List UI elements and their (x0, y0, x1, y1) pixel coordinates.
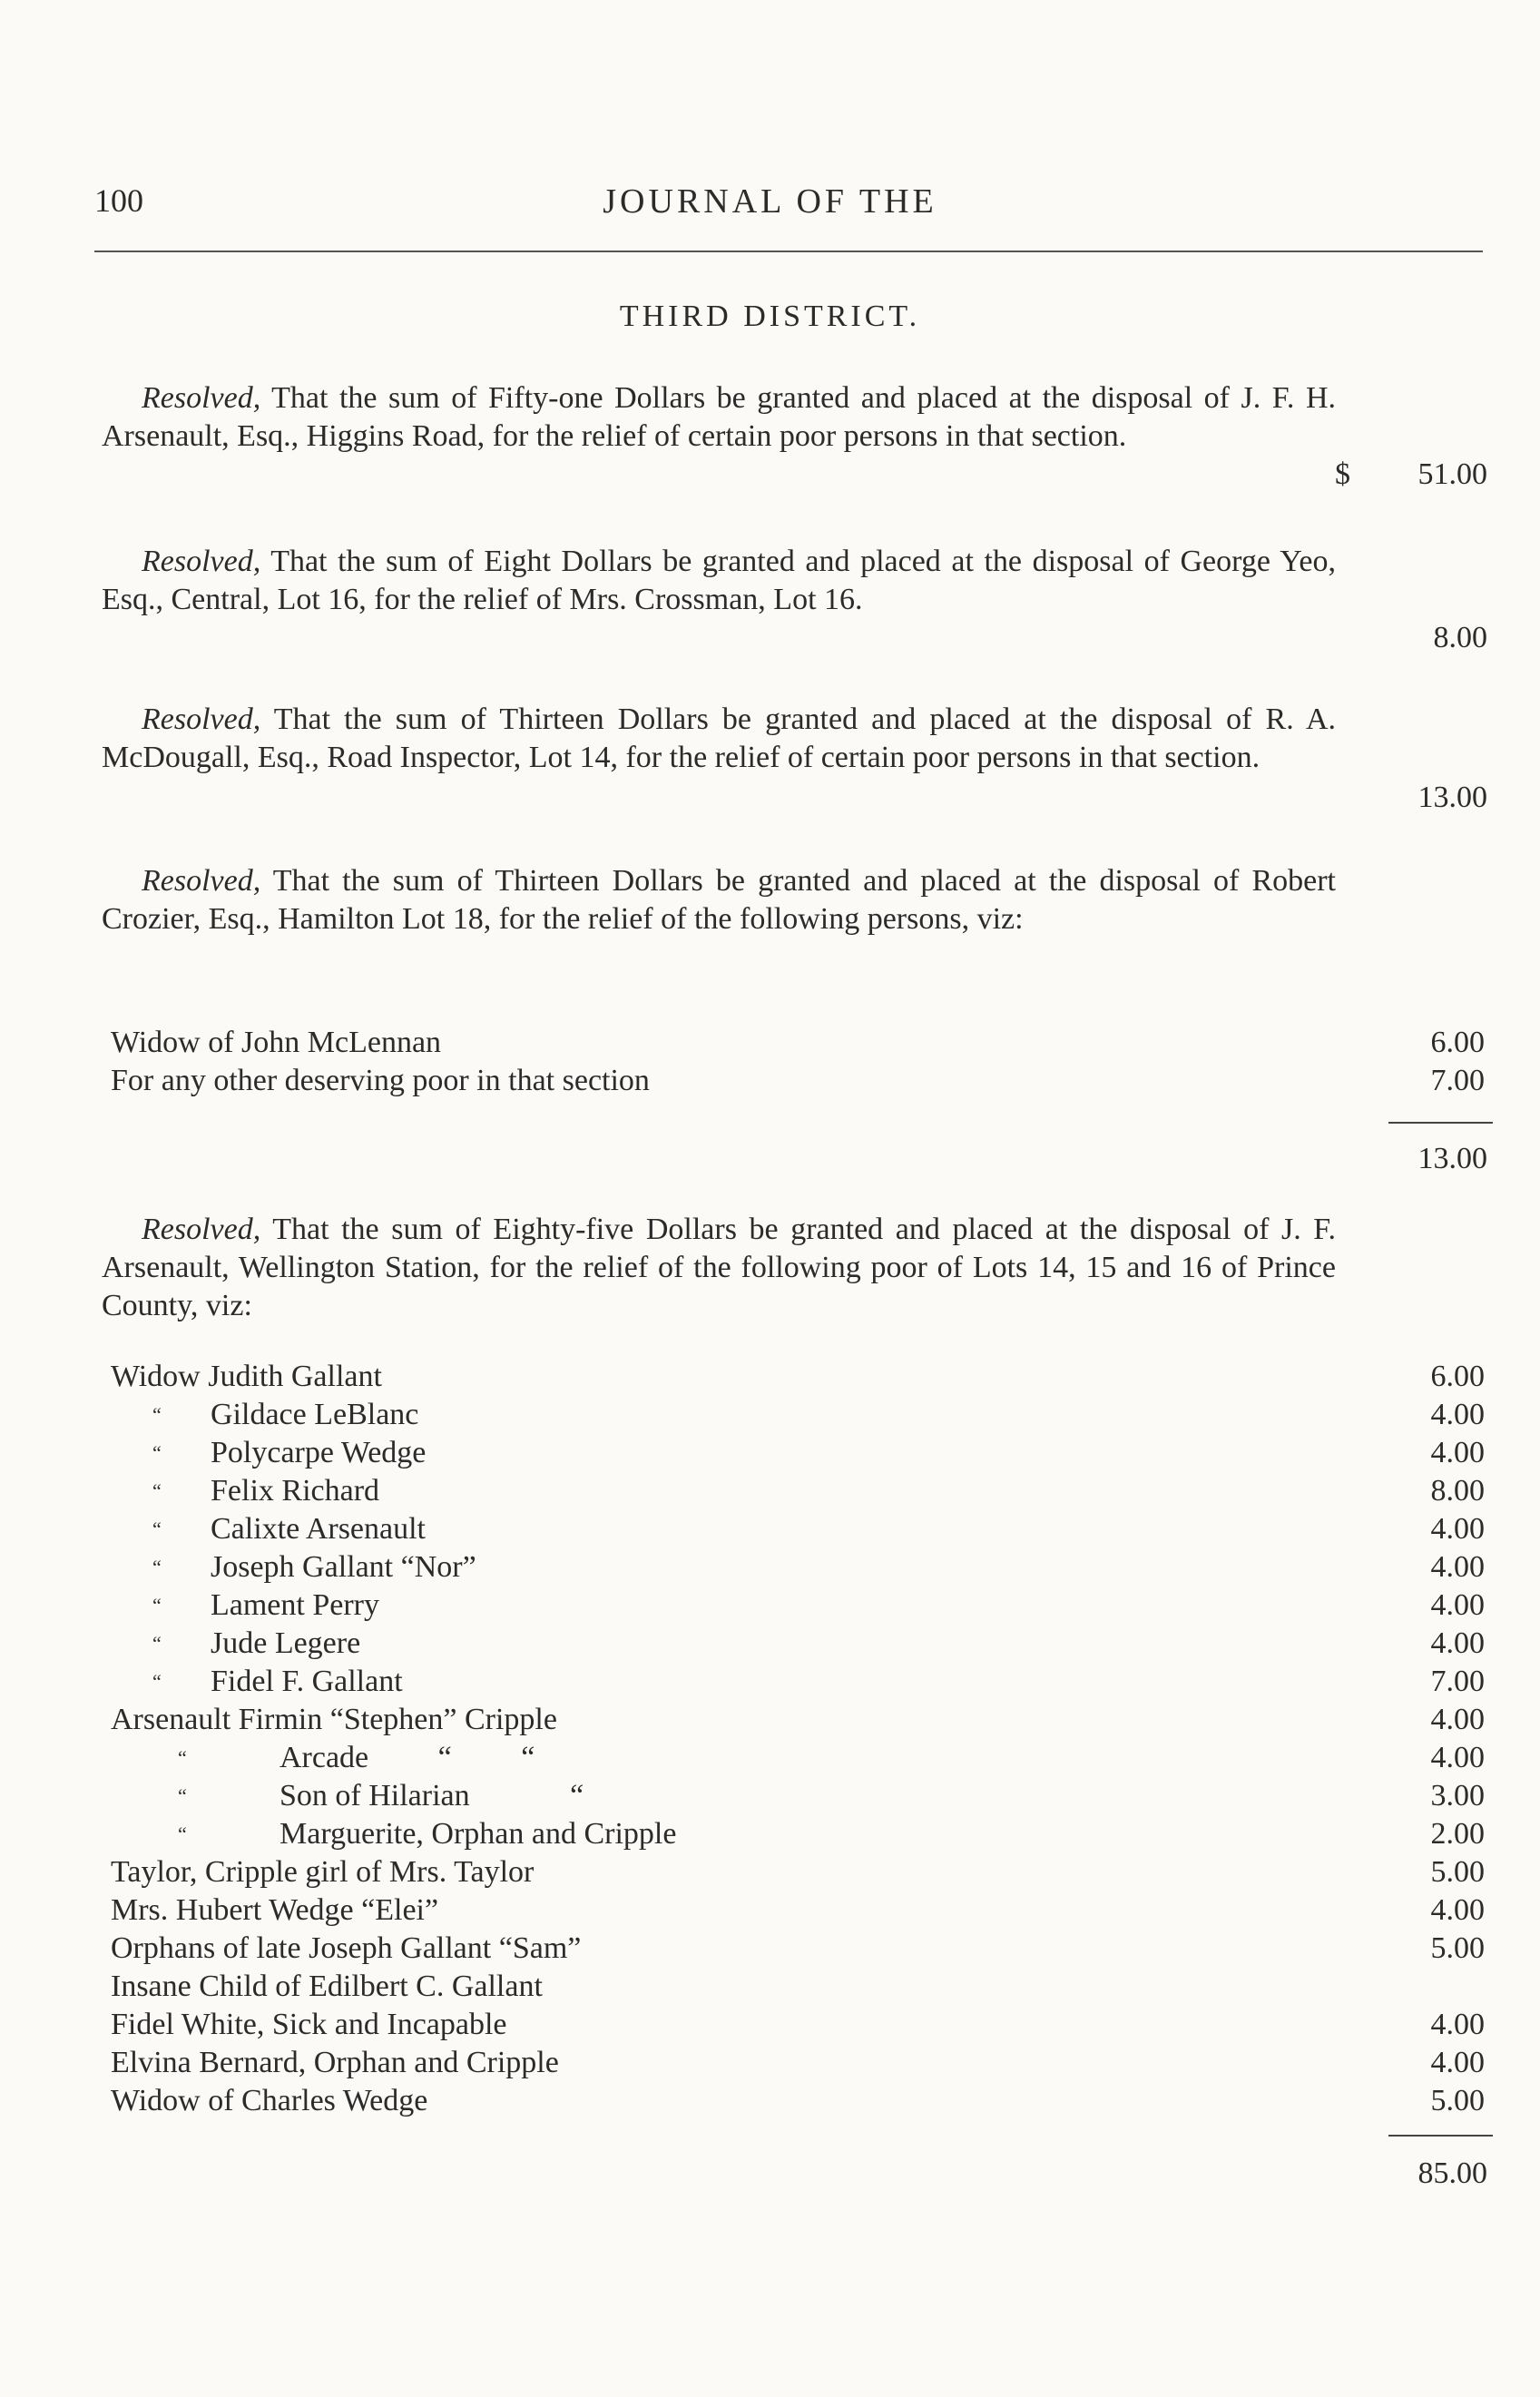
item-name: Elvina Bernard, Orphan and Cripple (111, 2046, 559, 2079)
list-item (111, 1396, 1490, 1434)
item-amount: 4.00 (1430, 1893, 1485, 1927)
list-item (111, 1853, 1490, 1891)
ditto-mark: “ (152, 1556, 162, 1578)
item-name: Jude Legere (211, 1626, 361, 1660)
list-item (111, 1891, 1490, 1930)
resolution-1 (102, 379, 1336, 456)
item-amount: 4.00 (1430, 1703, 1485, 1736)
item-amount: 4.00 (1430, 1512, 1485, 1546)
ditto-mark: “ (152, 1594, 162, 1616)
item-amount: 4.00 (1430, 1626, 1485, 1660)
amount: 13.00 (1417, 781, 1487, 814)
item-name: Calixte Arsenault (211, 1512, 427, 1546)
list-item (111, 1663, 1490, 1701)
resolved-word: Resolved, (142, 864, 261, 898)
item-amount: 4.00 (1430, 1398, 1485, 1431)
resolved-word: Resolved, (142, 545, 261, 578)
list-item (111, 1930, 1490, 1968)
resolution-5-list (111, 1358, 1490, 2120)
item-name: Widow of John McLennan (111, 1026, 442, 1059)
item-amount: 4.00 (1430, 1436, 1485, 1469)
resolution-text: That the sum of Eighty-five Dollars be granted and placed at the disposal of J. F. Arsenault, Wellington Station, for the relief of the following poor of Lots 14, 15 and 16 of Prince County, viz: (102, 1213, 1336, 1322)
list-item (111, 1587, 1490, 1625)
item-name: Fidel White, Sick and Incapable (111, 2008, 507, 2041)
dollar-sign: $ (1335, 457, 1350, 491)
item-amount: 4.00 (1430, 1588, 1485, 1622)
item-amount: 5.00 (1430, 2084, 1485, 2117)
item-amount: 5.00 (1430, 1855, 1485, 1889)
ditto-mark: “ (178, 1822, 187, 1845)
list-item (111, 1510, 1490, 1548)
item-name: Gildace LeBlanc (211, 1398, 419, 1431)
item-name: Marguerite, Orphan and Cripple (280, 1817, 677, 1851)
list-item (111, 1739, 1490, 1777)
running-title: JOURNAL OF THE (603, 182, 937, 221)
resolution-text: That the sum of Eight Dollars be granted and placed at the disposal of George Yeo, Esq., Central, Lot 16, for the relief of Mrs. Crossman, Lot 16. (102, 545, 1336, 616)
item-name: Taylor, Cripple girl of Mrs. Taylor (111, 1855, 535, 1889)
item-name: Arcade “ “ (280, 1741, 535, 1774)
list-item (111, 1777, 1490, 1815)
list-item (111, 2082, 1490, 2120)
item-name: Fidel F. Gallant (211, 1665, 403, 1698)
list-item (111, 1701, 1490, 1739)
item-amount: 7.00 (1430, 1064, 1485, 1097)
resolution-5 (102, 1211, 1336, 1325)
list-item (111, 2006, 1490, 2044)
ditto-mark: “ (152, 1518, 162, 1540)
section-title: THIRD DISTRICT. (619, 300, 921, 333)
ditto-mark: “ (178, 1746, 187, 1769)
item-name: Son of Hilarian “ (280, 1779, 584, 1812)
list-item (111, 1358, 1490, 1396)
item-amount: 8.00 (1430, 1474, 1485, 1508)
list-item (111, 2044, 1490, 2082)
total-amount: 13.00 (1417, 1142, 1487, 1175)
total-amount: 85.00 (1417, 2156, 1487, 2190)
item-amount: 6.00 (1430, 1026, 1485, 1059)
ditto-mark: “ (152, 1441, 162, 1464)
item-name: Joseph Gallant “Nor” (211, 1550, 476, 1584)
item-name: For any other deserving poor in that section (111, 1064, 650, 1097)
list-item (111, 1625, 1490, 1663)
item-amount: 7.00 (1430, 1665, 1485, 1698)
list-item (111, 1815, 1490, 1853)
resolution-text: That the sum of Thirteen Dollars be granted and placed at the disposal of R. A. McDougall, Esq., Road Inspector, Lot 14, for the relief of certain poor persons in that section. (102, 702, 1336, 774)
resolution-4 (102, 862, 1336, 938)
amount: 51.00 (1417, 457, 1487, 491)
ditto-mark: “ (152, 1479, 162, 1502)
item-amount: 2.00 (1430, 1817, 1485, 1851)
list-item (111, 1024, 1490, 1062)
item-name: Widow of Charles Wedge (111, 2084, 428, 2117)
item-name: Widow Judith Gallant (111, 1360, 382, 1393)
list-item (111, 1548, 1490, 1587)
item-amount: 5.00 (1430, 1931, 1485, 1965)
item-name: Arsenault Firmin “Stephen” Cripple (111, 1703, 557, 1736)
ditto-mark: “ (152, 1670, 162, 1693)
item-amount: 6.00 (1430, 1360, 1485, 1393)
list-item (111, 1472, 1490, 1510)
header-rule (94, 251, 1483, 252)
item-name: Insane Child of Edilbert C. Gallant (111, 1970, 543, 2003)
resolved-word: Resolved, (142, 1213, 261, 1246)
list-item (111, 1062, 1490, 1100)
item-name: Orphans of late Joseph Gallant “Sam” (111, 1931, 582, 1965)
resolution-text: That the sum of Fifty-one Dollars be granted and placed at the disposal of J. F. H. Arsenault, Esq., Higgins Road, for the relief of certain poor persons in that section. (102, 381, 1336, 453)
item-amount: 3.00 (1430, 1779, 1485, 1812)
list-item (111, 1968, 1490, 2006)
resolution-4-list (111, 1024, 1490, 1100)
resolution-3 (102, 701, 1336, 777)
ditto-mark: “ (152, 1403, 162, 1426)
item-name: Lament Perry (211, 1588, 379, 1622)
resolved-word: Resolved, (142, 702, 261, 736)
ditto-mark: “ (178, 1784, 187, 1807)
resolution-text: That the sum of Thirteen Dollars be granted and placed at the disposal of Robert Crozier, Esq., Hamilton Lot 18, for the relief of the following persons, viz: (102, 864, 1336, 936)
item-name: Mrs. Hubert Wedge “Elei” (111, 1893, 439, 1927)
resolution-2 (102, 543, 1336, 619)
resolved-word: Resolved, (142, 381, 261, 415)
item-amount: 4.00 (1430, 1741, 1485, 1774)
item-name: Polycarpe Wedge (211, 1436, 427, 1469)
item-name: Felix Richard (211, 1474, 380, 1508)
sum-rule (1388, 1122, 1493, 1124)
item-amount: 4.00 (1430, 1550, 1485, 1584)
list-item (111, 1434, 1490, 1472)
item-amount: 4.00 (1430, 2008, 1485, 2041)
amount: 8.00 (1433, 621, 1487, 654)
page-number: 100 (94, 182, 143, 219)
sum-rule (1388, 2135, 1493, 2137)
item-amount: 4.00 (1430, 2046, 1485, 2079)
ditto-mark: “ (152, 1632, 162, 1655)
